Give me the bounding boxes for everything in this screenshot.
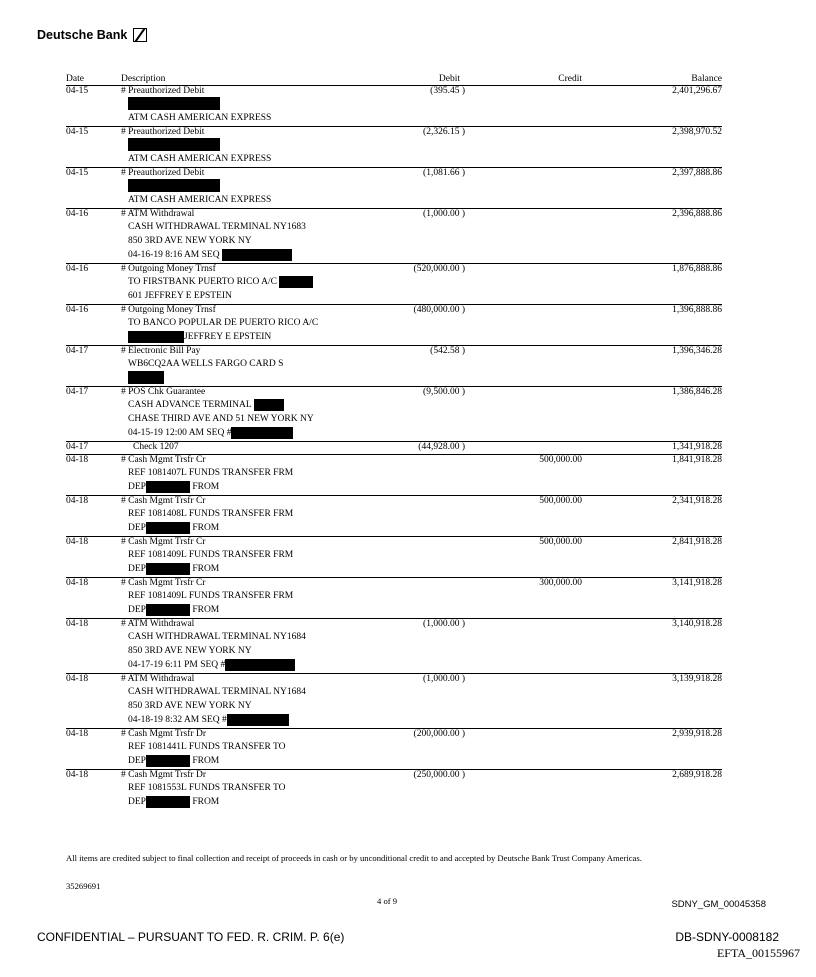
redaction-box (227, 714, 289, 726)
row-balance: 2,398,970.52 (672, 127, 722, 137)
credit-footnote: All items are credited subject to final collection and receipt of proceeds in cash or by unconditional credit to and accepted by Deutsche Bank Trust Company Americas. (66, 853, 642, 863)
table-row (66, 496, 722, 537)
table-row (66, 674, 722, 729)
redaction-box (146, 604, 190, 616)
table-row (66, 346, 722, 387)
row-date: 04-18 (66, 729, 89, 739)
row-detail: FROM (192, 797, 220, 807)
table-row (66, 264, 722, 305)
table-row (66, 619, 722, 674)
row-debit: (395.45 ) (430, 86, 465, 96)
row-description: # POS Chk Guarantee (121, 387, 206, 397)
row-date: 04-17 (66, 387, 89, 397)
row-detail: 04-15-19 12:00 AM SEQ # (128, 428, 232, 438)
row-date: 04-17 (66, 346, 89, 356)
row-date: 04-18 (66, 619, 89, 629)
redaction-box (146, 481, 190, 493)
row-balance: 3,139,918.28 (672, 674, 722, 684)
row-detail: DEP (128, 564, 146, 574)
row-detail: DEP (128, 523, 146, 533)
table-row (66, 578, 722, 619)
row-description: # Cash Mgmt Trsfr Cr (121, 537, 206, 547)
row-detail: DEP (128, 605, 146, 615)
table-row (66, 86, 722, 127)
row-detail: TO BANCO POPULAR DE PUERTO RICO A/C (128, 318, 319, 328)
row-detail: 850 3RD AVE NEW YORK NY (128, 646, 252, 656)
row-detail: CHASE THIRD AVE AND 51 NEW YORK NY (128, 414, 314, 424)
header-date: Date (66, 74, 84, 84)
row-detail: REF 1081409L FUNDS TRANSFER FRM (128, 550, 294, 560)
row-date: 04-18 (66, 674, 89, 684)
row-balance: 1,396,888.86 (672, 305, 722, 315)
row-description: # Outgoing Money Trnsf (121, 264, 216, 274)
redaction-box (128, 371, 164, 384)
row-description: # Preauthorized Debit (121, 168, 205, 178)
row-description: # Cash Mgmt Trsfr Dr (121, 770, 206, 780)
row-credit: 300,000.00 (539, 578, 582, 588)
row-date: 04-15 (66, 168, 89, 178)
bates-sdny-gm: SDNY_GM_00045358 (671, 899, 766, 910)
row-detail: FROM (192, 756, 220, 766)
row-detail: CASH WITHDRAWAL TERMINAL NY1684 (128, 632, 306, 642)
table-row (66, 305, 722, 346)
row-detail: FROM (192, 564, 220, 574)
table-row (66, 168, 722, 209)
header-debit: Debit (438, 74, 460, 84)
row-date: 04-16 (66, 264, 89, 274)
row-date: 04-15 (66, 127, 89, 137)
header-balance: Balance (691, 74, 722, 84)
row-balance: 1,396,346.28 (672, 346, 722, 356)
row-balance: 3,140,918.28 (672, 619, 722, 629)
header-credit: Credit (558, 74, 582, 84)
header-description: Description (121, 74, 166, 84)
row-credit: 500,000.00 (539, 496, 582, 506)
redaction-box (128, 331, 184, 343)
row-detail: CASH ADVANCE TERMINAL (128, 400, 252, 410)
row-detail: FROM (192, 605, 220, 615)
row-detail: REF 1081441L FUNDS TRANSFER TO (128, 742, 286, 752)
row-date: 04-18 (66, 537, 89, 547)
row-balance: 2,341,918.28 (672, 496, 722, 506)
row-detail: TO FIRSTBANK PUERTO RICO A/C (128, 277, 277, 287)
row-detail: REF 1081408L FUNDS TRANSFER FRM (128, 509, 294, 519)
redaction-box (279, 276, 313, 288)
row-balance: 2,841,918.28 (672, 537, 722, 547)
redaction-box (128, 179, 220, 192)
row-date: 04-18 (66, 770, 89, 780)
row-debit: (9,500.00 ) (423, 387, 465, 397)
table-row (66, 209, 722, 264)
row-detail: ATM CASH AMERICAN EXPRESS (128, 113, 272, 123)
row-detail: 04-18-19 8:32 AM SEQ # (128, 715, 227, 725)
row-debit: (480,000.00 ) (413, 305, 465, 315)
row-description: # Preauthorized Debit (121, 86, 205, 96)
row-date: 04-18 (66, 578, 89, 588)
account-reference: 35269691 (66, 881, 101, 891)
row-detail: ATM CASH AMERICAN EXPRESS (128, 154, 272, 164)
row-description: # ATM Withdrawal (121, 674, 195, 684)
row-date: 04-18 (66, 455, 89, 465)
redaction-box (128, 138, 220, 151)
row-detail: 850 3RD AVE NEW YORK NY (128, 701, 252, 711)
table-header (66, 74, 722, 86)
row-detail: 601 JEFFREY E EPSTEIN (128, 291, 232, 301)
row-description: # Cash Mgmt Trsfr Cr (121, 455, 206, 465)
row-debit: (2,326.15 ) (423, 127, 465, 137)
bank-name: Deutsche Bank (37, 28, 128, 42)
table-row (66, 387, 722, 442)
row-detail: REF 1081409L FUNDS TRANSFER FRM (128, 591, 294, 601)
row-detail: DEP (128, 797, 146, 807)
redaction-box (146, 755, 190, 767)
row-detail: REF 1081407L FUNDS TRANSFER FRM (128, 468, 294, 478)
row-debit: (1,000.00 ) (423, 619, 465, 629)
row-debit: (1,081.66 ) (423, 168, 465, 178)
row-detail: DEP (128, 756, 146, 766)
transaction-table (66, 74, 722, 810)
row-detail: FROM (192, 523, 220, 533)
row-debit: (250,000.00 ) (413, 770, 465, 780)
row-date: 04-17 (66, 442, 89, 452)
row-description: # Cash Mgmt Trsfr Dr (121, 729, 206, 739)
page-number: 4 of 9 (377, 896, 398, 906)
row-balance: 3,141,918.28 (672, 578, 722, 588)
row-balance: 2,397,888.86 (672, 168, 722, 178)
row-date: 04-15 (66, 86, 89, 96)
row-detail: 04-17-19 6:11 PM SEQ # (128, 660, 226, 670)
redaction-box (222, 249, 292, 261)
row-description: # ATM Withdrawal (121, 209, 195, 219)
row-detail: 850 3RD AVE NEW YORK NY (128, 236, 252, 246)
row-description: Check 1207 (133, 442, 179, 452)
row-balance: 1,341,918.28 (672, 442, 722, 452)
confidential-notice: CONFIDENTIAL – PURSUANT TO FED. R. CRIM. P. 6(e) (37, 930, 345, 944)
row-detail: REF 1081553L FUNDS TRANSFER TO (128, 783, 286, 793)
table-row (66, 537, 722, 578)
table-row (66, 127, 722, 168)
row-debit: (1,000.00 ) (423, 674, 465, 684)
row-balance: 1,841,918.28 (672, 455, 722, 465)
row-date: 04-18 (66, 496, 89, 506)
redaction-box (128, 97, 220, 110)
row-balance: 1,876,888.86 (672, 264, 722, 274)
row-detail: ATM CASH AMERICAN EXPRESS (128, 195, 272, 205)
redaction-box (254, 399, 284, 411)
redaction-box (146, 796, 190, 808)
bates-db-sdny: DB-SDNY-0008182 (675, 930, 779, 944)
row-detail: FROM (192, 482, 220, 492)
row-credit: 500,000.00 (539, 537, 582, 547)
row-debit: (542.58 ) (430, 346, 465, 356)
row-detail: CASH WITHDRAWAL TERMINAL NY1684 (128, 687, 306, 697)
row-description: # Outgoing Money Trnsf (121, 305, 216, 315)
row-date: 04-16 (66, 209, 89, 219)
redaction-box (225, 659, 295, 671)
row-detail: WB6CQ2AA WELLS FARGO CARD S (128, 359, 284, 369)
row-balance: 2,401,296.67 (672, 86, 722, 96)
row-description: # Cash Mgmt Trsfr Cr (121, 578, 206, 588)
row-detail: DEP (128, 482, 146, 492)
redaction-box (146, 522, 190, 534)
row-detail: JEFFREY E EPSTEIN (184, 332, 272, 342)
row-balance: 1,386,846.28 (672, 387, 722, 397)
row-description: # ATM Withdrawal (121, 619, 195, 629)
row-detail: CASH WITHDRAWAL TERMINAL NY1683 (128, 222, 306, 232)
row-description: # Preauthorized Debit (121, 127, 205, 137)
table-row (66, 442, 722, 455)
row-date: 04-16 (66, 305, 89, 315)
row-balance: 2,396,888.86 (672, 209, 722, 219)
row-detail: 04-16-19 8:16 AM SEQ (128, 250, 220, 260)
row-debit: (1,000.00 ) (423, 209, 465, 219)
row-debit: (44,928.00 ) (418, 442, 465, 452)
row-debit: (200,000.00 ) (413, 729, 465, 739)
table-row (66, 729, 722, 770)
bank-logo (37, 28, 147, 42)
bates-efta: EFTA_00155967 (716, 946, 800, 960)
row-description: # Cash Mgmt Trsfr Cr (121, 496, 206, 506)
row-balance: 2,939,918.28 (672, 729, 722, 739)
row-balance: 2,689,918.28 (672, 770, 722, 780)
row-credit: 500,000.00 (539, 455, 582, 465)
table-row (66, 770, 722, 810)
table-row (66, 455, 722, 496)
deutsche-bank-slash-icon (133, 28, 147, 42)
redaction-box (146, 563, 190, 575)
row-description: # Electronic Bill Pay (121, 346, 201, 356)
row-debit: (520,000.00 ) (413, 264, 465, 274)
redaction-box (231, 427, 293, 439)
